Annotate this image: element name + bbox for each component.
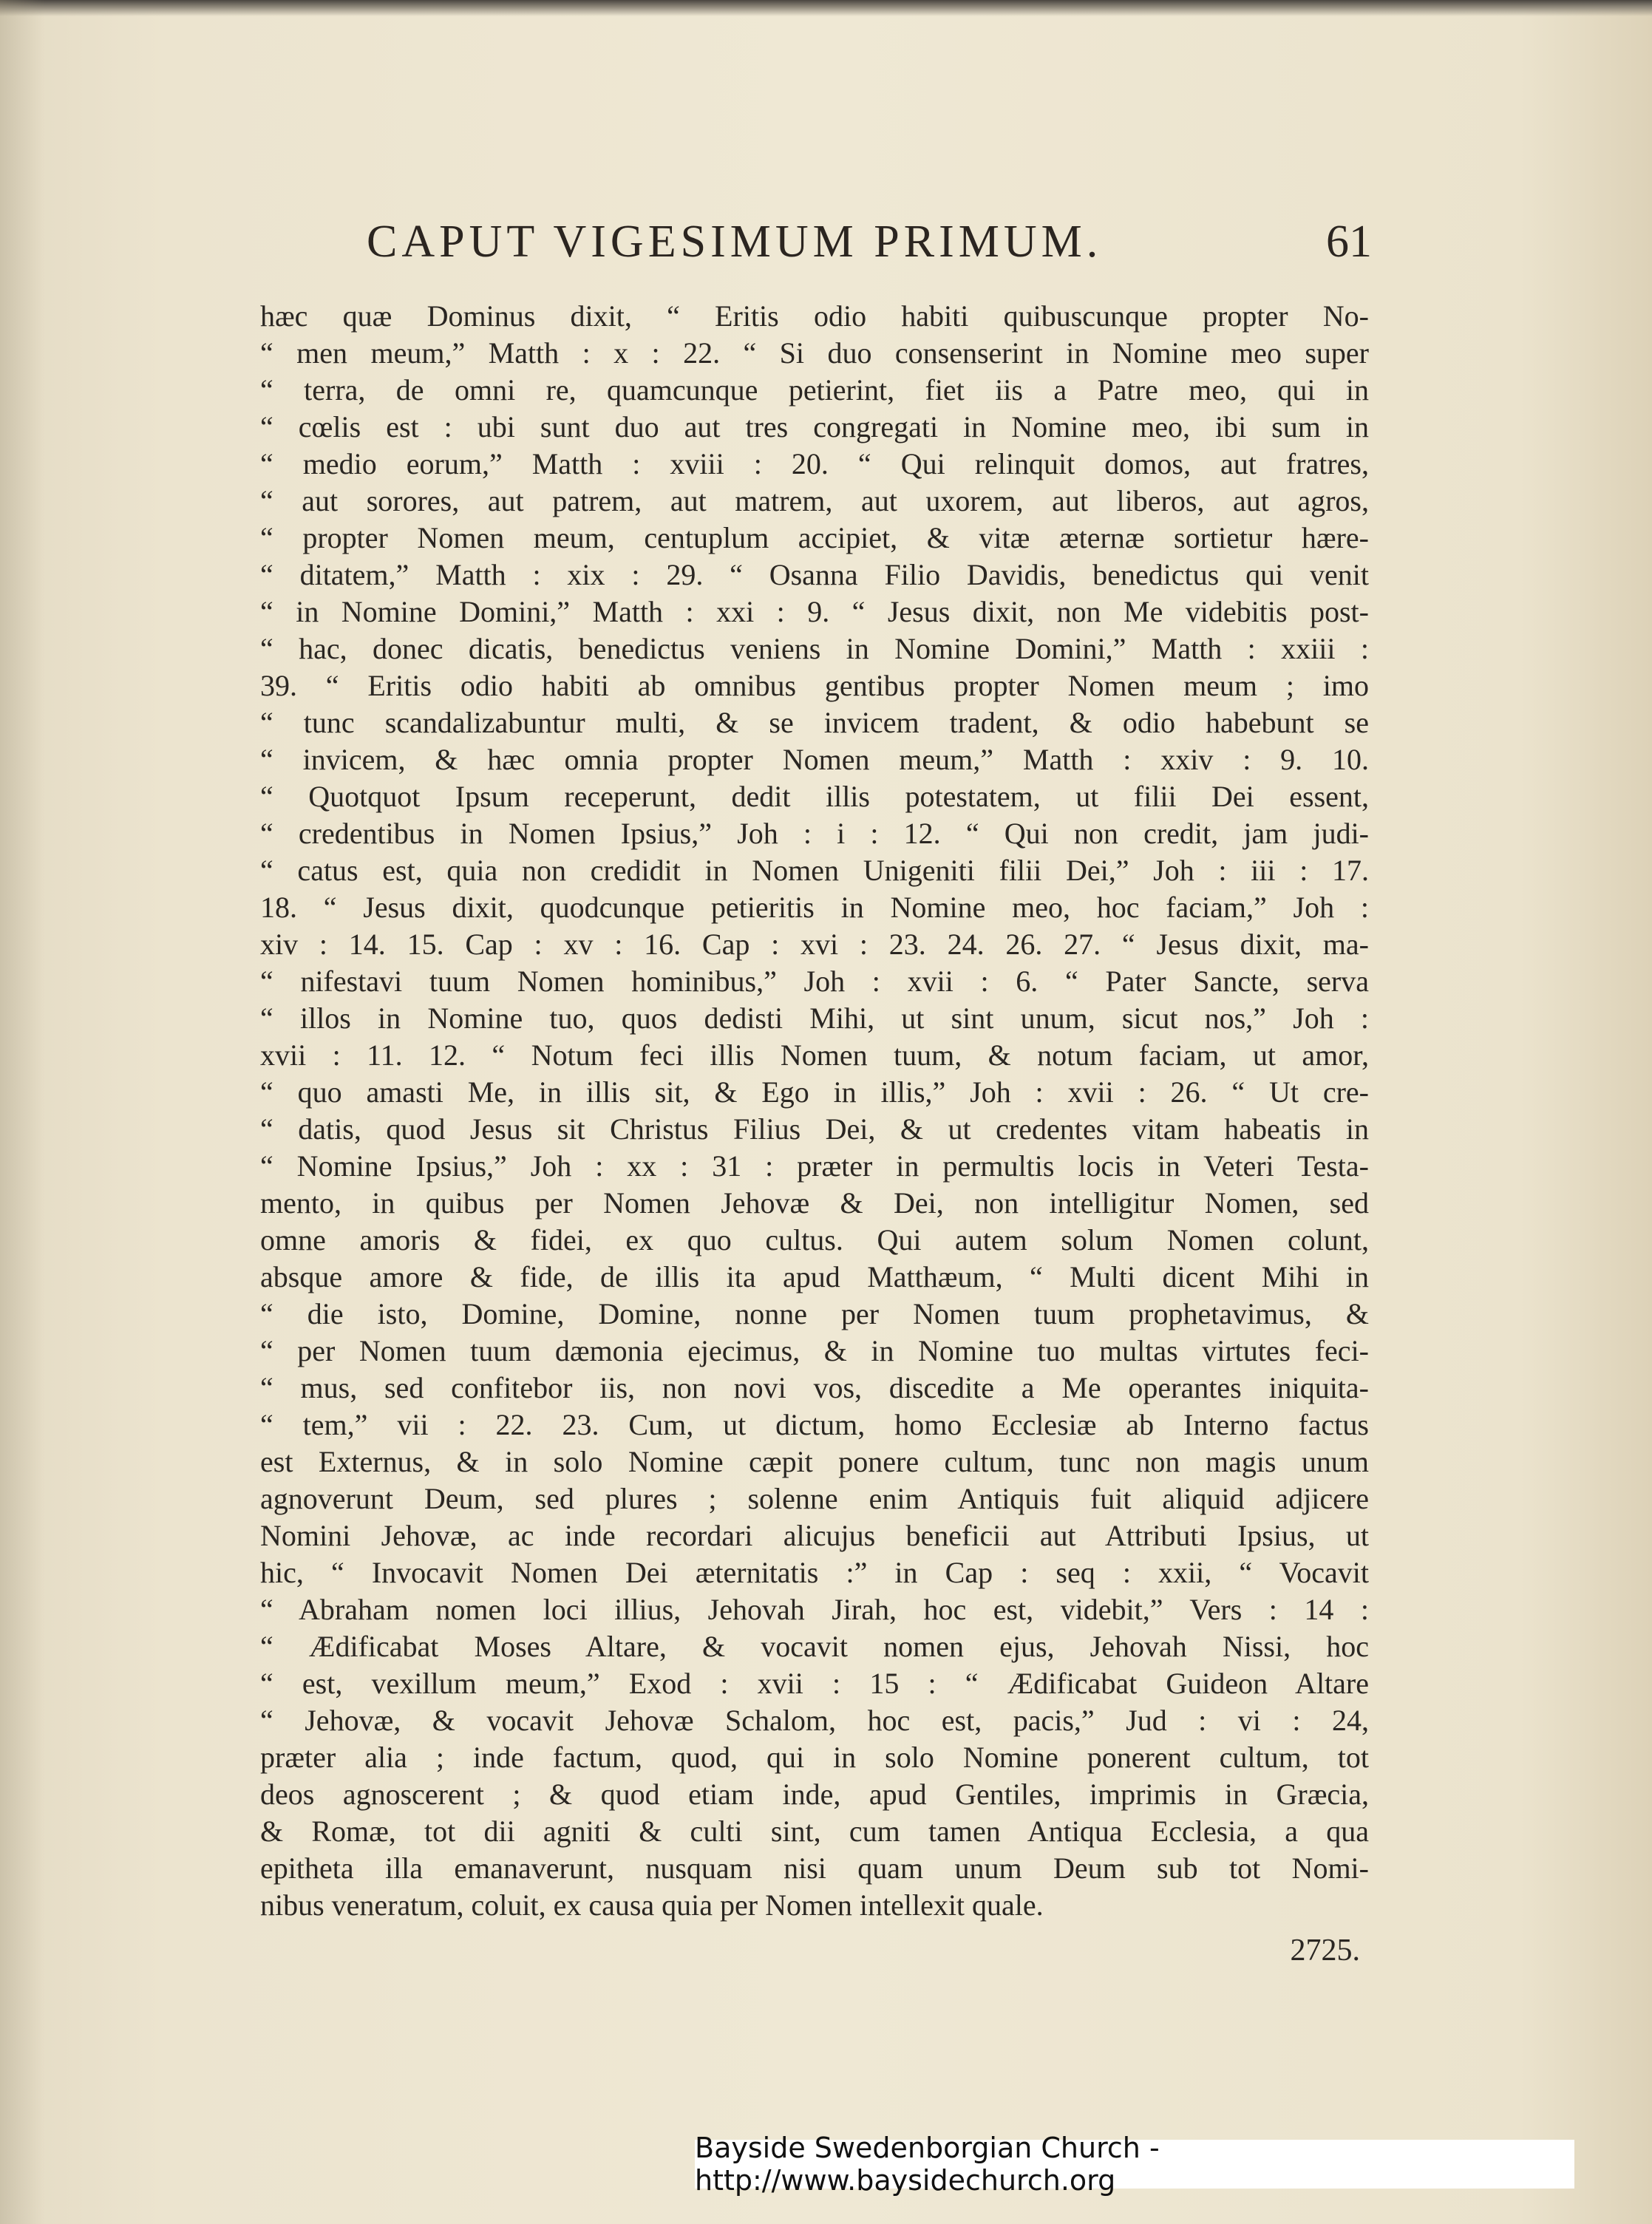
text-line: nibus veneratum, coluit, ex causa quia per Nomen intellexit quale. — [260, 1888, 1044, 1922]
text-line: & Romæ, tot dii agniti & culti sint, cum tamen Antiqua Ecclesia, a qua — [260, 1815, 1369, 1848]
text-line: “ Nomine Ipsius,” Joh : xx : 31 : præter in permultis locis in Veteri Testa- — [260, 1149, 1369, 1183]
text-line: est Externus, & in solo Nomine cæpit ponere cultum, tunc non magis unum — [260, 1445, 1369, 1478]
text-line: “ Jehovæ, & vocavit Jehovæ Schalom, hoc est, pacis,” Jud : vi : 24, — [260, 1704, 1369, 1737]
text-line: mento, in quibus per Nomen Jehovæ & Dei, non intelligitur Nomen, sed — [260, 1186, 1369, 1220]
text-line: “ Quotquot Ipsum receperunt, dedit illis potestatem, ut filii Dei essent, — [260, 780, 1369, 813]
text-line: epitheta illa emanaverunt, nusquam nisi quam unum Deum sub tot Nomi- — [260, 1851, 1369, 1885]
text-line: “ cœlis est : ubi sunt duo aut tres congregati in Nomine meo, ibi sum in — [260, 410, 1369, 443]
text-line: “ quo amasti Me, in illis sit, & Ego in illis,” Joh : xvii : 26. “ Ut cre- — [260, 1075, 1369, 1109]
text-line: xvii : 11. 12. “ Notum feci illis Nomen tuum, & notum faciam, ut amor, — [260, 1038, 1369, 1072]
text-line: “ die isto, Domine, Domine, nonne per Nomen tuum prophetavimus, & — [260, 1297, 1369, 1330]
text-line: “ medio eorum,” Matth : xviii : 20. “ Qui relinquit domos, aut fratres, — [260, 447, 1369, 480]
text-line: “ invicem, & hæc omnia propter Nomen meum,” Matth : xxiv : 9. 10. — [260, 743, 1369, 776]
text-line: “ est, vexillum meum,” Exod : xvii : 15 : “ Ædificabat Guideon Altare — [260, 1667, 1369, 1700]
body-text — [260, 298, 1369, 1924]
text-line: hæc quæ Dominus dixit, “ Eritis odio habiti quibuscunque propter No- — [260, 299, 1369, 333]
page-header — [367, 216, 1372, 269]
text-line: “ nifestavi tuum Nomen hominibus,” Joh : xvii : 6. “ Pater Sancte, serva — [260, 965, 1369, 998]
text-line: “ Ædificabat Moses Altare, & vocavit nomen ejus, Jehovah Nissi, hoc — [260, 1630, 1369, 1663]
text-line: “ men meum,” Matth : x : 22. “ Si duo consenserint in Nomine meo super — [260, 336, 1369, 370]
page-number: 61 — [1326, 217, 1372, 267]
text-line: “ tem,” vii : 22. 23. Cum, ut dictum, homo Ecclesiæ ab Interno factus — [260, 1408, 1369, 1441]
running-title: CAPUT VIGESIMUM PRIMUM. — [367, 217, 1103, 267]
credit-text: Bayside Swedenborgian Church - http://www.baysidechurch.org — [695, 2132, 1160, 2197]
text-line: præter alia ; inde factum, quod, qui in solo Nomine ponerent cultum, tot — [260, 1741, 1369, 1774]
text-line: “ catus est, quia non credidit in Nomen Unigeniti filii Dei,” Joh : iii : 17. — [260, 854, 1369, 887]
text-line: “ tunc scandalizabuntur multi, & se invicem tradent, & odio habebunt se — [260, 706, 1369, 739]
text-line: Nomini Jehovæ, ac inde recordari alicujus beneficii aut Attributi Ipsius, ut — [260, 1519, 1369, 1552]
text-line: xiv : 14. 15. Cap : xv : 16. Cap : xvi : 23. 24. 26. 27. “ Jesus dixit, ma- — [260, 928, 1369, 961]
text-line: agnoverunt Deum, sed plures ; solenne enim Antiquis fuit aliquid adjicere — [260, 1482, 1369, 1515]
text-line: “ ditatem,” Matth : xix : 29. “ Osanna Filio Davidis, benedictus qui venit — [260, 558, 1369, 591]
text-line: hic, “ Invocavit Nomen Dei æternitatis :” in Cap : seq : xxii, “ Vocavit — [260, 1556, 1369, 1589]
text-line: “ terra, de omni re, quamcunque petierint, fiet iis a Patre meo, qui in — [260, 373, 1369, 407]
catchword: 2725. — [1290, 1934, 1360, 1968]
text-line: “ Abraham nomen loci illius, Jehovah Jirah, hoc est, videbit,” Vers : 14 : — [260, 1593, 1369, 1626]
text-line: “ aut sorores, aut patrem, aut matrem, aut uxorem, aut liberos, aut agros, — [260, 484, 1369, 517]
text-line: “ illos in Nomine tuo, quos dedisti Mihi, ut sint unum, sicut nos,” Joh : — [260, 1002, 1369, 1035]
text-line: absque amore & fide, de illis ita apud Matthæum, “ Multi dicent Mihi in — [260, 1260, 1369, 1293]
gutter-shade — [0, 0, 44, 2224]
page-edge-shadow — [0, 0, 1652, 16]
text-line: “ per Nomen tuum dæmonia ejecimus, & in Nomine tuo multas virtutes feci- — [260, 1334, 1369, 1367]
text-line: 39. “ Eritis odio habiti ab omnibus gentibus propter Nomen meum ; imo — [260, 669, 1369, 702]
text-line: omne amoris & fidei, ex quo cultus. Qui autem solum Nomen colunt, — [260, 1223, 1369, 1256]
text-line: deos agnoscerent ; & quod etiam inde, apud Gentiles, imprimis in Græcia, — [260, 1778, 1369, 1811]
text-line: “ mus, sed confitebor iis, non novi vos, discedite a Me operantes iniquita- — [260, 1371, 1369, 1404]
text-line: 18. “ Jesus dixit, quodcunque petieritis in Nomine meo, hoc faciam,” Joh : — [260, 891, 1369, 924]
text-line: “ propter Nomen meum, centuplum accipiet, & vitæ æternæ sortietur hære- — [260, 521, 1369, 554]
text-line: “ in Nomine Domini,” Matth : xxi : 9. “ Jesus dixit, non Me videbitis post- — [260, 595, 1369, 628]
text-line: “ datis, quod Jesus sit Christus Filius Dei, & ut credentes vitam habeatis in — [260, 1112, 1369, 1146]
credit-banner — [695, 2132, 1574, 2197]
text-line: “ hac, donec dicatis, benedictus veniens in Nomine Domini,” Matth : xxiii : — [260, 632, 1369, 665]
text-line: “ credentibus in Nomen Ipsius,” Joh : i : 12. “ Qui non credit, jam judi- — [260, 817, 1369, 850]
